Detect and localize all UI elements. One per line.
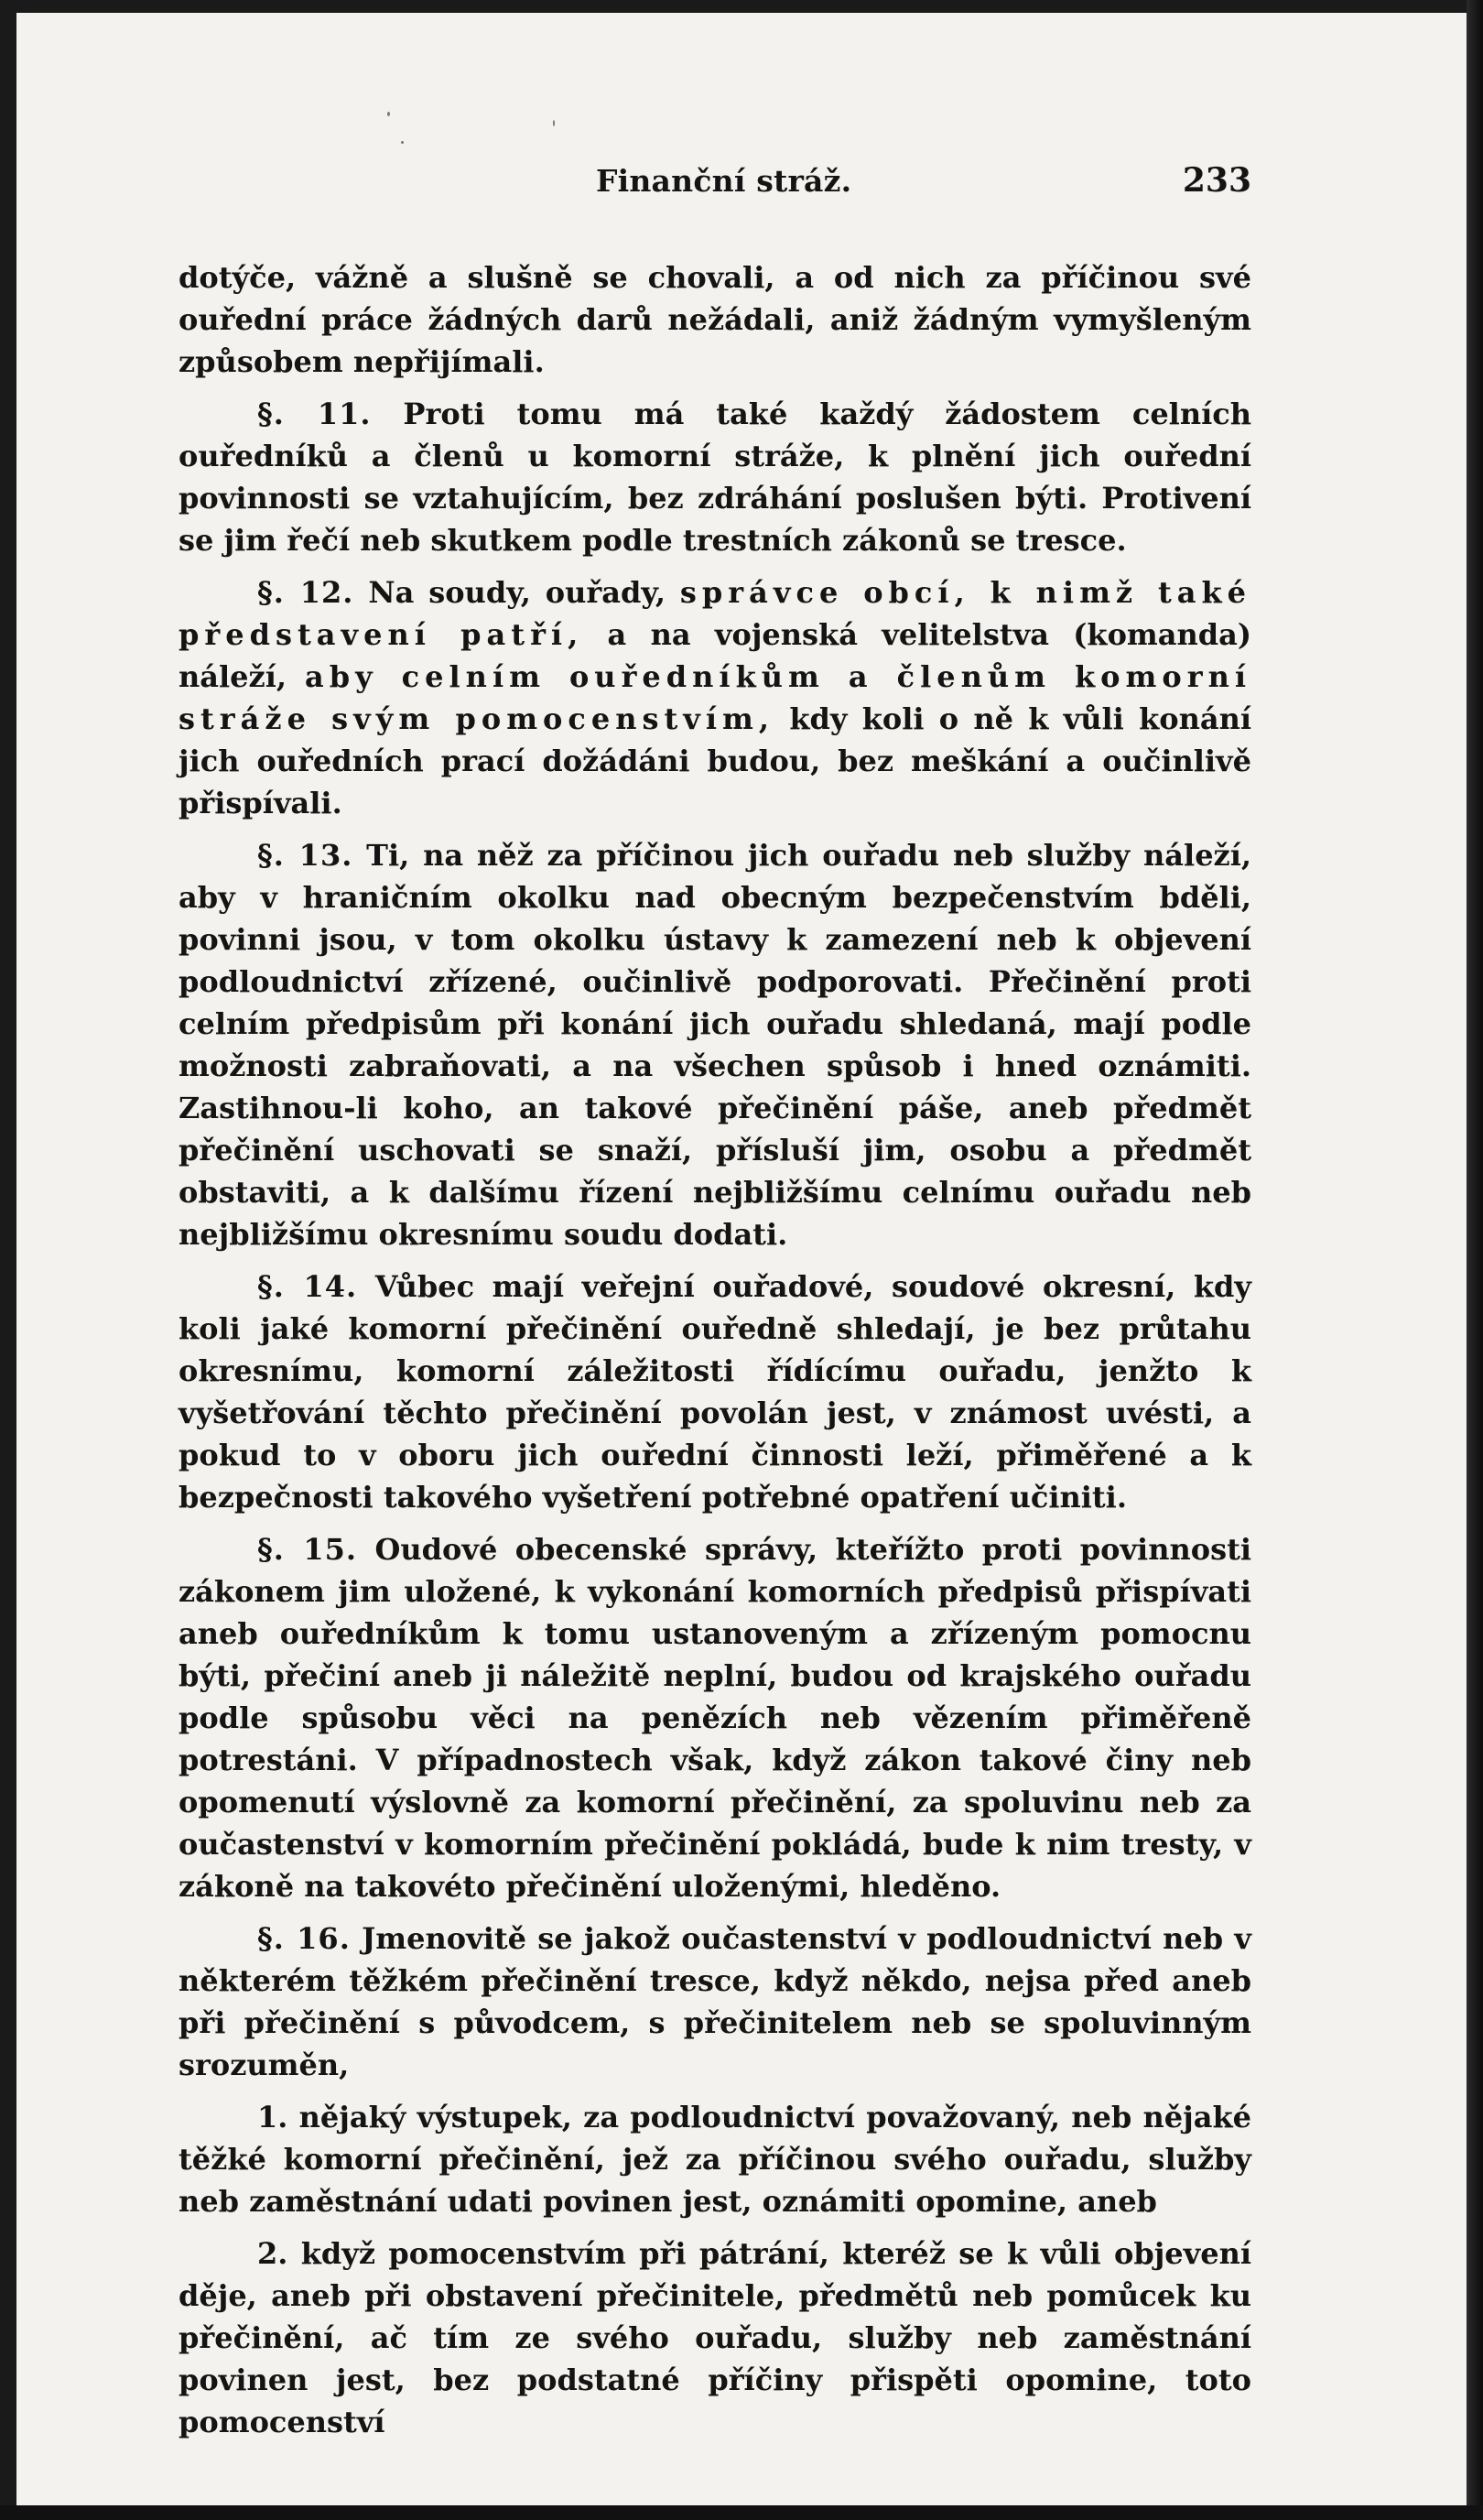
print-speck: [401, 141, 404, 144]
list-item-text: 2. když pomocenstvím při pátrání, kteréž se k vůli objevení děje, aneb při obstavení přečinitele, předmětů neb pomůcek ku přečinění, ač tím ze svého ouřadu, služby neb zaměstnání povinen jest, bez podstatné příčiny přispěti opomine, toto pomocenství: [179, 2236, 1251, 2439]
paragraph-section-15: [179, 1528, 1251, 1907]
paragraph-text: Na soudy, ouřady,: [368, 575, 666, 610]
print-speck: [553, 120, 555, 126]
paragraph-text: Vůbec mají veřejní ouřadové, soudové okresní, kdy koli jaké komorní přečinění ouředně shledají, je bez průtahu okresnímu, komorní záležitosti řídícímu ouřadu, jenžto k vyšetřování těchto přečinění povolán jest, v známost uvésti, a pokud to v oboru jich ouřední činnosti leží, přiměřené a k bezpečnosti takového vyšetření potřebné opatření učiniti.: [179, 1269, 1252, 1515]
book-page: [16, 13, 1467, 2505]
section-number: §. 16.: [257, 1921, 351, 1956]
page-content: [179, 150, 1251, 2453]
section-number: §. 12.: [257, 575, 354, 610]
paragraph-text: Proti tomu má také každý žádostem celních ouředníků a členů u komorní stráže, k plnění jich ouřední povinnosti se vztahujícím, bez zdráhání poslušen býti. Protivení se jim řečí neb skutkem podle trestních zákonů se tresce.: [179, 396, 1251, 558]
paragraph-section-14: [179, 1265, 1251, 1518]
paragraph-text: Oudové obecenské správy, kteřížto proti povinnosti zákonem jim uložené, k vykonání komorních předpisů přispívati aneb ouředníkům k tomu ustanoveným a zřízeným pomocnu býti, přečiní aneb ji náležitě neplní, budou od krajského ouřadu podle spůsobu věci na penězích neb vězením přiměřeně potrestáni. V případnostech však, když zákon takové činy neb opomenutí výslovně za komorní přečinění, za spoluvinu neb za oučastenství v komorním přečinění pokládá, bude k nim tresty, v zákoně na takovéto přečinění uloženými, hleděno.: [179, 1532, 1252, 1904]
spaced-emphasis-text: aby celním ouředníkům a členům komorní stráže svým pomocenstvím,: [179, 659, 1252, 736]
section-number: §. 14.: [257, 1269, 358, 1304]
paragraph-text: kdy koli o ně k vůli konání jich ouředních prací dožádáni budou, bez meškání a oučinlivě přispívali.: [179, 701, 1252, 820]
page-number: 233: [1182, 161, 1251, 200]
paragraph-section-11: [179, 393, 1251, 561]
body-text: [179, 256, 1251, 2443]
list-item-text: 1. nějaký výstupek, za podloudnictví považovaný, neb nějaké těžké komorní přečinění, jež za příčinou svého ouřadu, služby neb zaměstnání udati povinen jest, oznámiti opomine, aneb: [179, 2100, 1251, 2219]
scan-border-bottom: [0, 2505, 1483, 2520]
paragraph-section-16: [179, 1917, 1251, 2086]
page-header: [179, 150, 1251, 205]
spaced-emphasis-text: správce obcí, k nimž také představení patří,: [179, 575, 1252, 652]
section-number: §. 15.: [257, 1532, 358, 1567]
paragraph-section-12: [179, 571, 1251, 824]
list-item-2: [179, 2232, 1251, 2443]
section-number: §. 13.: [257, 838, 353, 873]
scan-border-right: [1467, 0, 1483, 2520]
list-item-1: [179, 2096, 1251, 2222]
print-speck: [387, 112, 390, 116]
paragraph-text: dotýče, vážně a slušně se chovali, a od nich za příčinou své ouřední práce žádných darů nežádali, aniž žádným vymyšleným způsobem nepřijímali.: [179, 260, 1251, 379]
paragraph-text: a na vojenská velitelstva (komanda) náleží,: [179, 617, 1252, 694]
paragraph-continuation: [179, 256, 1251, 383]
paragraph-section-13: [179, 834, 1251, 1255]
paragraph-text: Jmenovitě se jakož oučastenství v podloudnictví neb v některém těžkém přečinění tresce, když někdo, nejsa před aneb při přečinění s původcem, s přečinitelem neb se spoluvinným srozuměn,: [179, 1921, 1252, 2082]
paragraph-text: Ti, na něž za příčinou jich ouřadu neb služby náleží, aby v hraničním okolku nad obecným bezpečenstvím bděli, povinni jsou, v tom okolku ústavy k zamezení neb k objevení podloudnictví zřízené, oučinlivě podporovati. Přečinění proti celním předpisům při konání jich ouřadu shledaná, mají podle možnosti zabraňovati, a na všechen spůsob i hned oznámiti. Zastihnou-li koho, an takové přečinění páše, aneb předmět přečinění uschovati se snaží, přísluší jim, osobu a předmět obstaviti, a k dalšímu řízení nejbližšímu celnímu ouřadu neb nejbližšímu okresnímu soudu dodati.: [179, 838, 1252, 1252]
section-number: §. 11.: [257, 396, 372, 431]
running-title: Finanční stráž.: [596, 163, 852, 199]
